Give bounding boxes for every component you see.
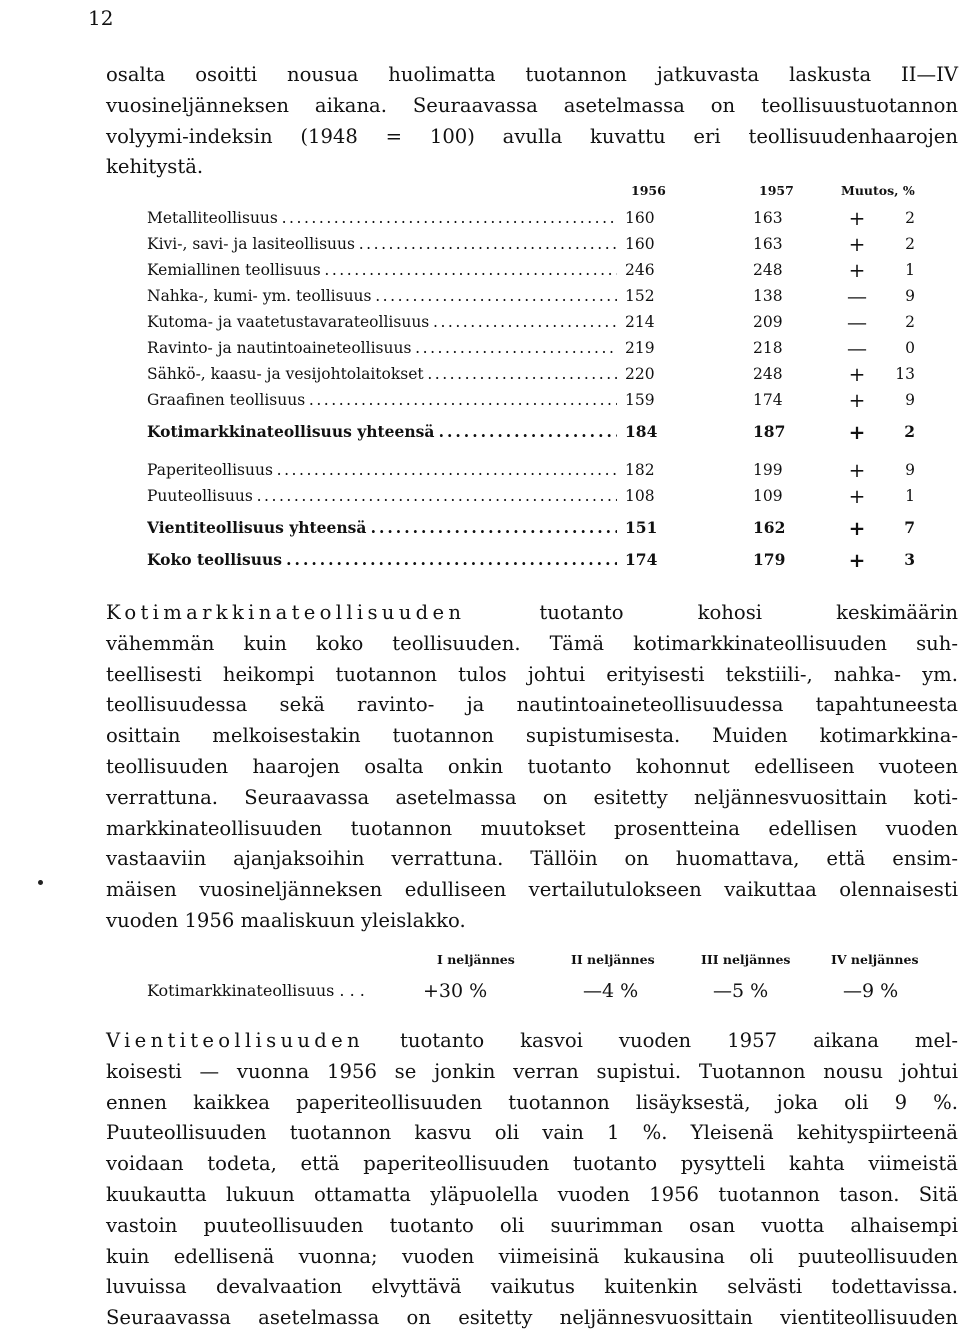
row-label-text: Nahka-, kumi- ym. teollisuus bbox=[147, 287, 372, 305]
row-label bbox=[147, 257, 617, 283]
column-header-change: Muutos, % bbox=[841, 183, 915, 198]
value-1956: 214 bbox=[625, 313, 655, 331]
group-spacer bbox=[147, 445, 917, 457]
row-label bbox=[147, 205, 617, 231]
table-row bbox=[147, 457, 917, 483]
value-1956: 184 bbox=[625, 422, 658, 441]
text-line: Seuraavassa asetelmassa on esitetty neljännesvuosittain vientiteollisuuden bbox=[106, 1306, 958, 1330]
value-1956: 151 bbox=[625, 518, 658, 537]
text-line: vastoin puuteollisuuden tuotanto oli suurimman osan vuotta alhaisempi bbox=[106, 1213, 958, 1237]
row-label bbox=[147, 361, 617, 387]
table-row bbox=[147, 361, 917, 387]
column-header-1957: 1957 bbox=[759, 183, 794, 198]
table-row bbox=[147, 309, 917, 335]
value-1956: 182 bbox=[625, 461, 655, 479]
change-value: 2 bbox=[905, 209, 915, 227]
row-label-text: Ravinto- ja nautintoaineteollisuus bbox=[147, 339, 412, 357]
change-sign: + bbox=[848, 484, 866, 508]
value-1956: 160 bbox=[625, 209, 655, 227]
row-label-text: Puuteollisuus bbox=[147, 487, 253, 505]
row-label bbox=[147, 483, 617, 509]
value-1957: 174 bbox=[753, 391, 783, 409]
value-1957: 162 bbox=[753, 518, 786, 537]
value-1956: 152 bbox=[625, 287, 655, 305]
row-label: Kotimarkkinateollisuus . . . bbox=[147, 981, 365, 1000]
change-value: 2 bbox=[904, 422, 915, 441]
paragraph-domestic bbox=[106, 598, 958, 937]
text-line: vuosineljänneksen aikana. Seuraavassa asetelmassa on teollisuustuotannon bbox=[106, 93, 958, 117]
change-sign: + bbox=[848, 458, 866, 482]
spaced-heading-word: Kotimarkkinateollisuuden bbox=[106, 601, 466, 624]
text-line: teellisesti heikompi tuotannon tulos johtui erityisesti tekstiili-, nahka- ym. bbox=[106, 662, 958, 686]
value-1957: 209 bbox=[753, 313, 783, 331]
change-value: 7 bbox=[904, 518, 915, 537]
table-header bbox=[147, 183, 917, 205]
value-q4: —9 % bbox=[843, 980, 899, 1002]
row-label-text: Paperiteollisuus bbox=[147, 461, 273, 479]
page-number: 12 bbox=[88, 6, 114, 30]
text-line bbox=[106, 1026, 958, 1057]
text-line: vastaaviin ajanjaksoihin verrattuna. Tällöin on huomattava, että ensim- bbox=[106, 847, 958, 871]
spaced-heading-word: Vientiteollisuuden bbox=[106, 1029, 364, 1052]
change-value: 9 bbox=[905, 391, 915, 409]
change-sign: + bbox=[848, 516, 866, 540]
table-row bbox=[147, 483, 917, 509]
value-1956: 174 bbox=[625, 550, 658, 569]
table-row bbox=[147, 231, 917, 257]
text-line: kuukautta lukuun ottamatta yläpuolella vuoden 1956 tuotannon tason. Sitä bbox=[106, 1182, 958, 1206]
change-sign: + bbox=[848, 206, 866, 230]
value-1956: 220 bbox=[625, 365, 655, 383]
value-q2: —4 % bbox=[583, 980, 639, 1002]
row-label bbox=[147, 231, 617, 257]
change-value: 2 bbox=[905, 313, 915, 331]
column-header-q3: III neljännes bbox=[701, 952, 791, 967]
quarterly-change-table bbox=[147, 952, 937, 1006]
change-value: 1 bbox=[905, 261, 915, 279]
row-label-text: Metalliteollisuus bbox=[147, 209, 278, 227]
row-label-text: Kutoma- ja vaatetustavarateollisuus bbox=[147, 313, 430, 331]
change-sign: + bbox=[848, 362, 866, 386]
text-line: markkinateollisuuden tuotannon muutokset prosentteina edellisen vuoden bbox=[106, 816, 958, 840]
value-1956: 246 bbox=[625, 261, 655, 279]
text-line: kuin edellisenä vuonna; vuoden viimeisinä kukausina oli puuteollisuuden bbox=[106, 1244, 958, 1268]
change-sign: + bbox=[848, 420, 866, 444]
change-value: 1 bbox=[905, 487, 915, 505]
margin-dot bbox=[38, 880, 43, 885]
value-1957: 179 bbox=[753, 550, 786, 569]
change-value: 13 bbox=[895, 365, 915, 383]
row-label bbox=[147, 515, 617, 541]
value-1957: 248 bbox=[753, 261, 783, 279]
value-1957: 138 bbox=[753, 287, 783, 305]
text-line: osalta osoitti nousua huolimatta tuotannon jatkuvasta laskusta II—IV bbox=[106, 63, 958, 86]
text-line: teollisuudessa sekä ravinto- ja nautintoaineteollisuudessa tapahtuneesta bbox=[106, 693, 958, 717]
text-line: Puuteollisuuden tuotannon kasvu oli vain 1 %. Yleisenä kehityspiirteenä bbox=[106, 1121, 958, 1145]
value-q1: +30 % bbox=[423, 980, 488, 1002]
text-line: osittain melkoisestakin tuotannon supistumisesta. Muiden kotimarkkina- bbox=[106, 724, 958, 748]
production-index-table bbox=[147, 183, 917, 573]
change-sign: — bbox=[847, 284, 867, 308]
text-line: koisesti — vuonna 1956 se jonkin verran supistui. Tuotannon nousu johtui bbox=[106, 1059, 958, 1083]
text-line: kehitystä. bbox=[106, 155, 204, 179]
change-value: 9 bbox=[905, 287, 915, 305]
text-line: vähemmän kuin koko teollisuuden. Tämä kotimarkkinateollisuuden suh- bbox=[106, 631, 958, 655]
value-1956: 108 bbox=[625, 487, 655, 505]
table-row bbox=[147, 205, 917, 231]
table-row bbox=[147, 515, 917, 541]
row-label-text: Sähkö-, kaasu- ja vesijohtolaitokset bbox=[147, 365, 424, 383]
text-line: teollisuuden haarojen osalta onkin tuotanto kohonnut edelliseen vuoteen bbox=[106, 754, 958, 778]
text-fragment: tuotanto kohosi keskimäärin bbox=[539, 601, 958, 624]
row-label bbox=[147, 547, 617, 573]
value-1957: 109 bbox=[753, 487, 783, 505]
row-label bbox=[147, 419, 617, 445]
change-value: 2 bbox=[905, 235, 915, 253]
table-row bbox=[147, 419, 917, 445]
change-sign: + bbox=[848, 548, 866, 572]
value-1957: 163 bbox=[753, 209, 783, 227]
table-row bbox=[147, 387, 917, 413]
value-1957: 199 bbox=[753, 461, 783, 479]
text-fragment: tuotanto kasvoi vuoden 1957 aikana mel- bbox=[399, 1029, 958, 1052]
change-value: 0 bbox=[905, 339, 915, 357]
table-header bbox=[147, 952, 937, 976]
change-sign: + bbox=[848, 232, 866, 256]
column-header-1956: 1956 bbox=[631, 183, 666, 198]
row-label-text: Vientiteollisuus yhteensä bbox=[147, 518, 367, 537]
text-line: mäisen vuosineljänneksen edulliseen vertailutulokseen vaikuttaa olennaisesti bbox=[106, 878, 958, 902]
value-1956: 160 bbox=[625, 235, 655, 253]
text-line: voidaan todeta, että paperiteollisuuden tuotanto pysytteli kahta viimeistä bbox=[106, 1152, 958, 1176]
value-q3: —5 % bbox=[713, 980, 769, 1002]
text-line: vuoden 1956 maaliskuun yleislakko. bbox=[106, 908, 466, 932]
table-row bbox=[147, 547, 917, 573]
row-label-text: Koko teollisuus bbox=[147, 550, 282, 569]
text-line: luvuissa devalvaation elvyttävä vaikutus kuitenkin selvästi todettavissa. bbox=[106, 1275, 958, 1299]
change-sign: + bbox=[848, 388, 866, 412]
value-1957: 163 bbox=[753, 235, 783, 253]
row-label bbox=[147, 309, 617, 335]
text-line: ennen kaikkea paperiteollisuuden tuotannon lisäyksestä, joka oli 9 %. bbox=[106, 1090, 958, 1114]
change-value: 3 bbox=[904, 550, 915, 569]
table-row bbox=[147, 335, 917, 361]
table-body bbox=[147, 205, 917, 573]
column-header-q2: II neljännes bbox=[571, 952, 655, 967]
value-1957: 218 bbox=[753, 339, 783, 357]
paragraph-export bbox=[106, 1026, 958, 1334]
text-line: verrattuna. Seuraavassa asetelmassa on esitetty neljännesvuosittain koti- bbox=[106, 785, 958, 809]
change-sign: + bbox=[848, 258, 866, 282]
row-label-text: Kivi-, savi- ja lasiteollisuus bbox=[147, 235, 355, 253]
value-1956: 219 bbox=[625, 339, 655, 357]
row-label bbox=[147, 335, 617, 361]
table-row bbox=[147, 257, 917, 283]
change-sign: — bbox=[847, 310, 867, 334]
table-row bbox=[147, 976, 937, 1006]
row-label bbox=[147, 283, 617, 309]
change-sign: — bbox=[847, 336, 867, 360]
column-header-q4: IV neljännes bbox=[831, 952, 919, 967]
change-value: 9 bbox=[905, 461, 915, 479]
column-header-q1: I neljännes bbox=[437, 952, 515, 967]
text-line: volyymi-indeksin (1948 = 100) avulla kuvattu eri teollisuudenhaarojen bbox=[106, 124, 958, 148]
row-label-text: Graafinen teollisuus bbox=[147, 391, 306, 409]
text-line bbox=[106, 598, 958, 629]
row-label bbox=[147, 457, 617, 483]
row-label-text: Kemiallinen teollisuus bbox=[147, 261, 321, 279]
value-1956: 159 bbox=[625, 391, 655, 409]
paragraph-intro bbox=[106, 60, 958, 183]
row-label bbox=[147, 387, 617, 413]
value-1957: 187 bbox=[753, 422, 786, 441]
value-1957: 248 bbox=[753, 365, 783, 383]
table-row bbox=[147, 283, 917, 309]
row-label-text: Kotimarkkinateollisuus yhteensä bbox=[147, 422, 435, 441]
